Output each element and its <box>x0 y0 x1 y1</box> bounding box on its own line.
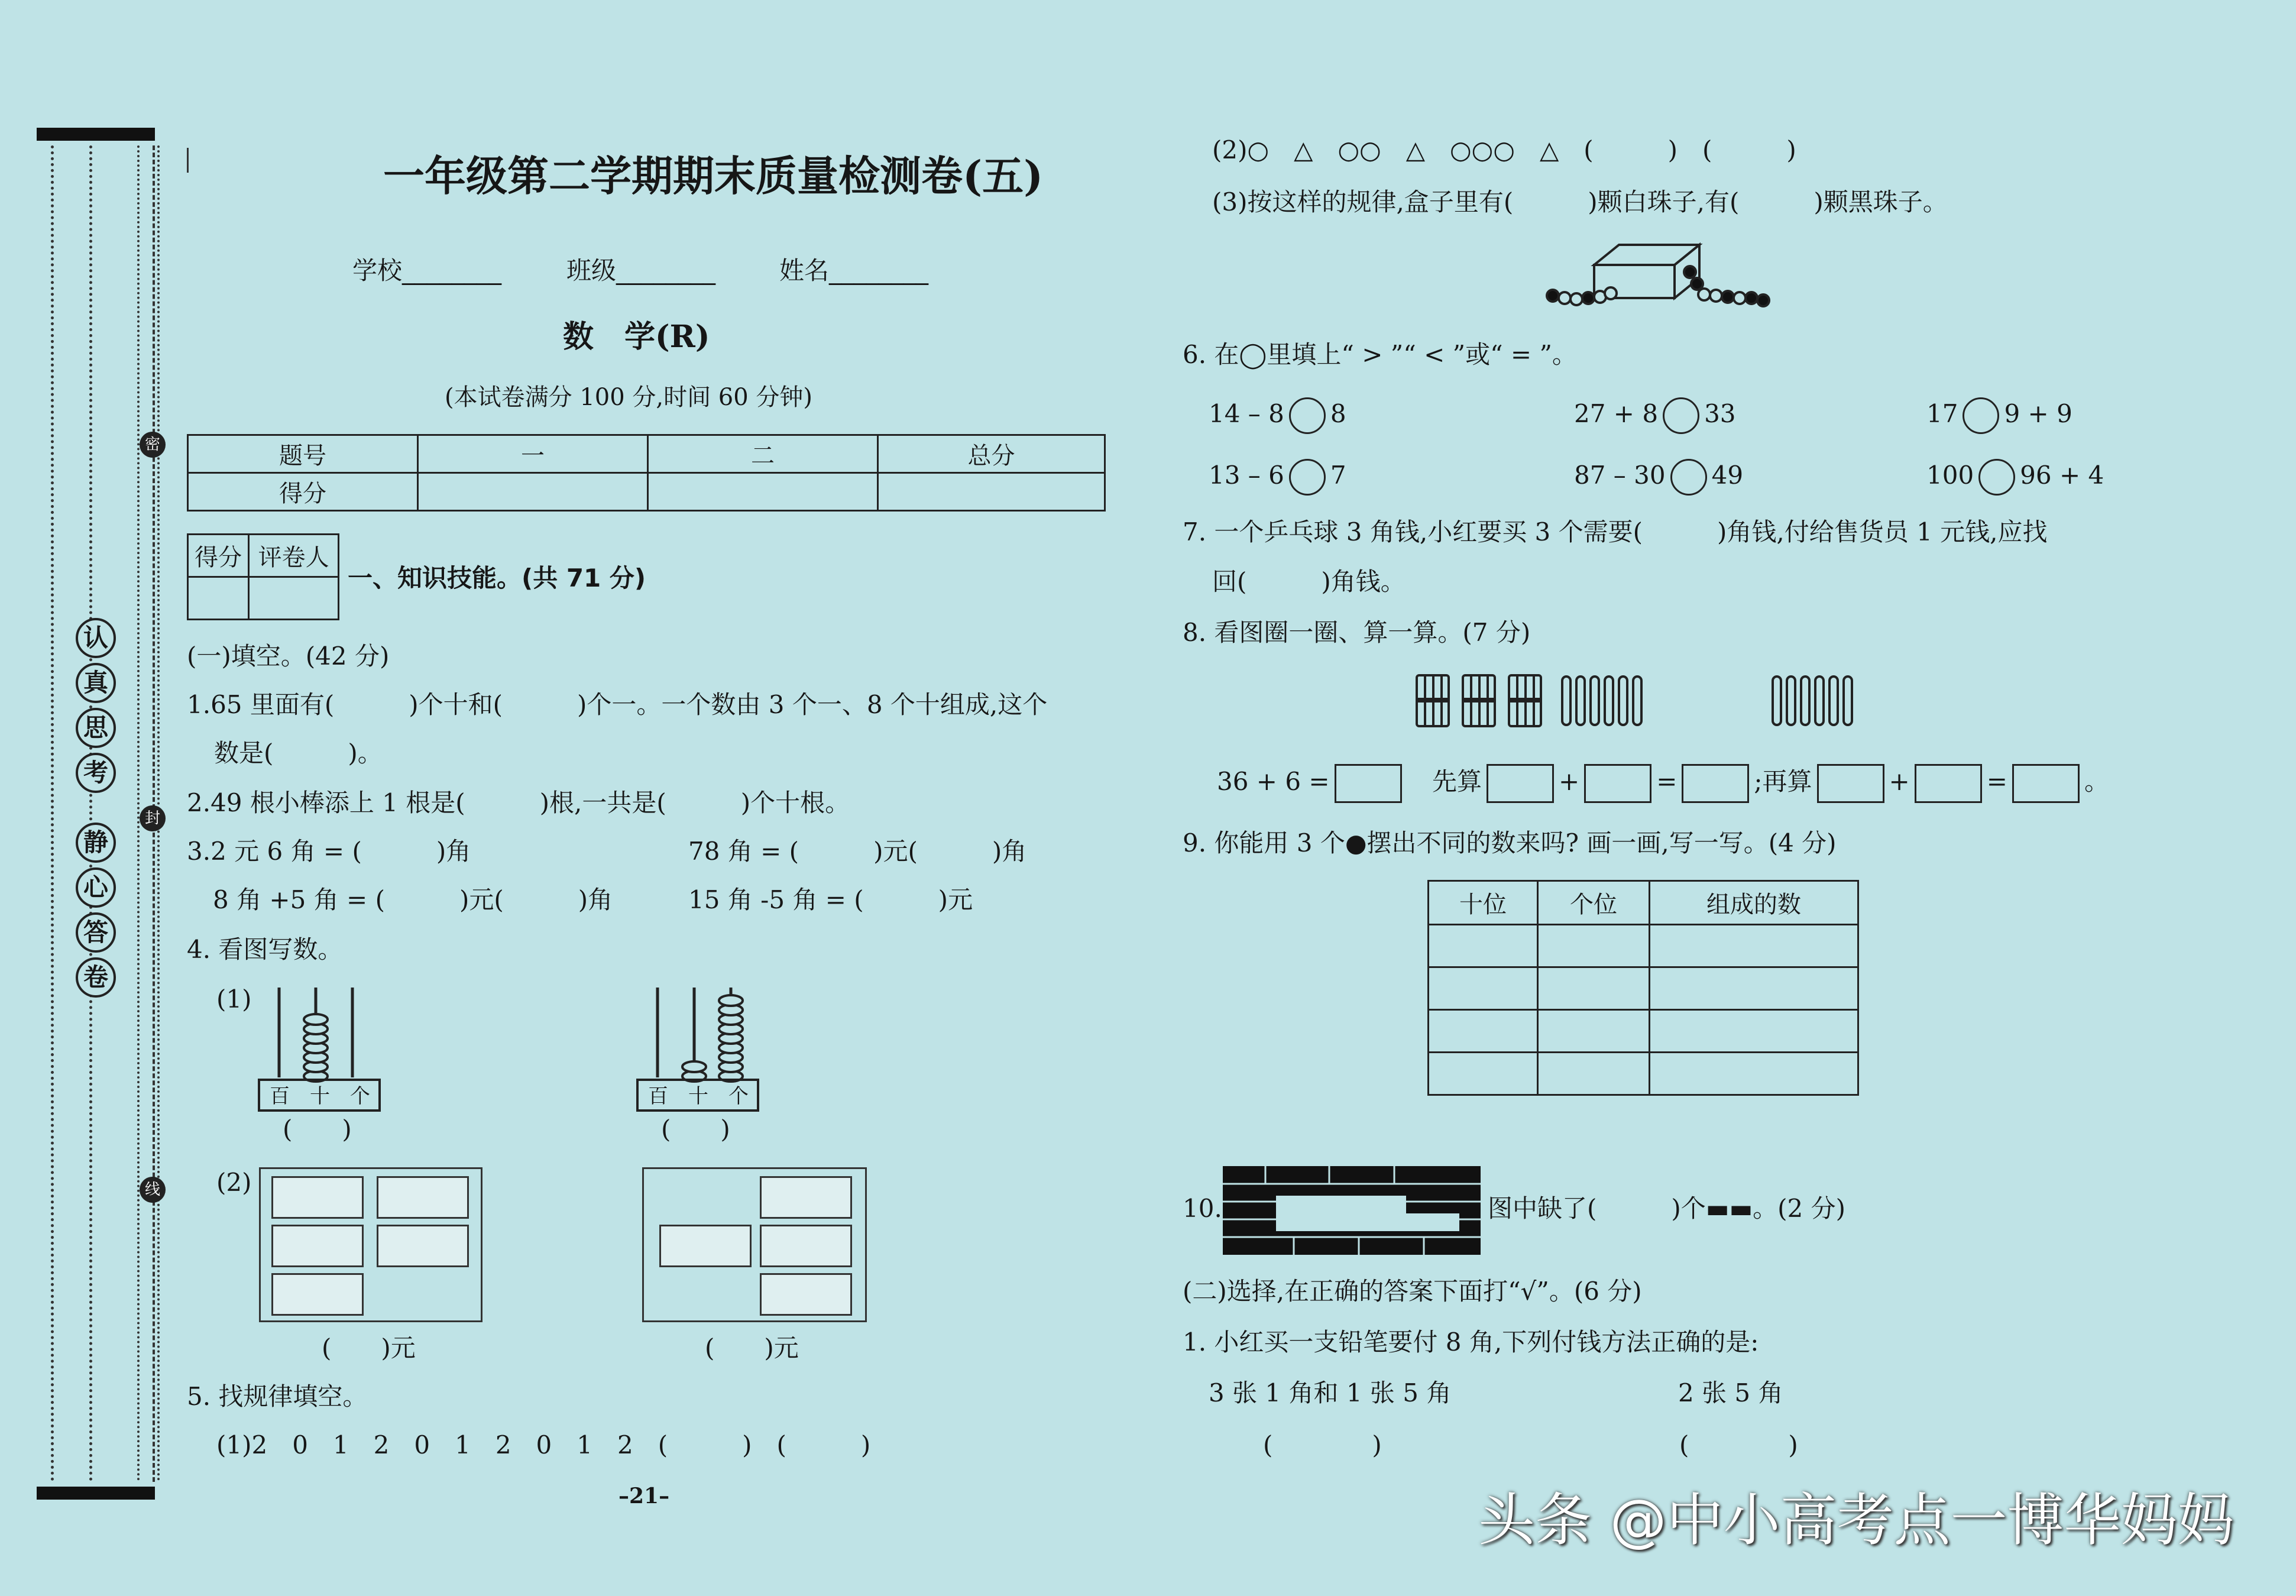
question-3c: 8 角 +5 角 = ( )元( )角 <box>213 885 613 914</box>
question-3b: 78 角 = ( )元( )角 <box>688 837 1027 866</box>
compare-right: 49 <box>1711 461 1744 490</box>
answer-box[interactable] <box>1335 764 1402 803</box>
compare-left: 13 – 6 <box>1209 461 1284 490</box>
score-cell[interactable] <box>418 473 648 511</box>
table-cell[interactable] <box>1538 1010 1650 1053</box>
class-field: 班级________ <box>566 256 716 285</box>
compare-item <box>1574 397 1736 434</box>
calc-then-label: ;再算 <box>1754 767 1812 796</box>
exam-note: (本试卷满分 100 分,时间 60 分钟) <box>445 384 813 411</box>
question-8: 8. 看图圈一圈、算一算。(7 分) <box>1183 618 1531 647</box>
motto-char: 考 <box>76 753 116 793</box>
compare-left: 14 – 8 <box>1209 399 1284 428</box>
motto-char: 认 <box>76 618 116 658</box>
question-4-part1: (1) <box>216 985 252 1014</box>
place-value-table <box>1427 880 1859 1096</box>
compare-right: 8 <box>1330 399 1346 428</box>
question-6: 6. 在◯里填上“ > ”“ < ”或“ = ”。 <box>1183 340 1577 369</box>
seal-mark: 线 <box>140 1177 166 1203</box>
exam-title: 一年级第二学期期末质量检测卷(五) <box>383 151 1044 200</box>
page-left-edge <box>187 148 189 173</box>
question-4-part2: (2) <box>216 1168 252 1197</box>
question-10: 图中缺了( )个▬▬。(2 分) <box>1488 1194 1845 1223</box>
compare-circle[interactable] <box>1963 397 1999 434</box>
answer-box[interactable] <box>1817 764 1884 803</box>
subject-title: 数 学(R) <box>563 319 710 355</box>
abacus-2-answer[interactable]: ( ) <box>661 1115 730 1144</box>
banknotes-1-image <box>259 1167 482 1322</box>
grader-name-cell[interactable] <box>249 577 339 620</box>
equals-sign: = <box>1656 767 1678 796</box>
calc-first-label: 先算 <box>1432 767 1482 796</box>
table-cell[interactable] <box>1429 967 1538 1010</box>
score-table-header: 二 <box>648 435 878 473</box>
compare-circle[interactable] <box>1978 459 2015 496</box>
compare-circle[interactable] <box>1289 397 1326 434</box>
question-8-calc <box>1217 764 2109 803</box>
question-5-2: (2)○ △ ○○ △ ○○○ △ ( ) ( ) <box>1212 135 1796 164</box>
score-table-header: 一 <box>418 435 648 473</box>
compare-circle[interactable] <box>1289 459 1326 496</box>
compare-item <box>1926 397 2072 434</box>
compare-right: 7 <box>1330 461 1346 490</box>
answer-box[interactable] <box>1915 764 1982 803</box>
grader-score-cell[interactable] <box>188 577 249 620</box>
choice-option-b: 2 张 5 角 <box>1678 1378 1783 1407</box>
calc-expression: 36 + 6 = <box>1217 767 1330 796</box>
banknotes-1-answer[interactable]: ( )元 <box>322 1333 416 1362</box>
motto-char: 答 <box>76 912 116 953</box>
answer-box[interactable] <box>2012 764 2080 803</box>
grader-box <box>187 533 339 620</box>
table-header: 十位 <box>1429 881 1538 925</box>
plus-sign: + <box>1889 767 1910 796</box>
banknotes-2-image <box>642 1167 867 1322</box>
question-9: 9. 你能用 3 个●摆出不同的数来吗? 画一画,写一写。(4 分) <box>1183 828 1837 857</box>
question-7a: 7. 一个乒乓球 3 角钱,小红要买 3 个需要( )角钱,付给售货员 1 元钱,应找 <box>1183 517 2048 546</box>
seal-mark: 密 <box>140 432 166 458</box>
table-cell[interactable] <box>1538 1053 1650 1095</box>
motto-char: 真 <box>76 663 116 703</box>
table-cell[interactable] <box>1538 925 1650 967</box>
motto-char: 思 <box>76 708 116 748</box>
name-field: 姓名________ <box>779 256 929 285</box>
question-5: 5. 找规律填空。 <box>187 1382 368 1411</box>
motto-char: 静 <box>76 823 116 863</box>
question-7b: 回( )角钱。 <box>1212 567 1406 596</box>
compare-item <box>1926 459 2104 496</box>
choice-question-1: 1. 小红买一支铅笔要付 8 角,下列付钱方法正确的是: <box>1183 1328 1759 1357</box>
choice-option-a: 3 张 1 角和 1 张 5 角 <box>1209 1378 1452 1407</box>
question-1a: 1.65 里面有( )个十和( )个一。一个数由 3 个一、8 个十组成,这个 <box>187 690 1048 719</box>
equals-sign: = <box>1986 767 2007 796</box>
question-5-1: (1)2 0 1 2 0 1 2 0 1 2 ( ) ( ) <box>216 1430 871 1459</box>
question-3d: 15 角 -5 角 = ( )元 <box>688 885 973 914</box>
choice-b-blank[interactable]: ( ) <box>1679 1430 1798 1459</box>
answer-box[interactable] <box>1682 764 1749 803</box>
brick-wall-image <box>1223 1166 1481 1255</box>
compare-right: 33 <box>1704 399 1736 428</box>
table-cell[interactable] <box>1429 1010 1538 1053</box>
compare-left: 27 + 8 <box>1574 399 1659 428</box>
score-table-header: 总分 <box>878 435 1105 473</box>
margin-bottom-bar <box>37 1487 155 1500</box>
question-5-3: (3)按这样的规律,盒子里有( )颗白珠子,有( )颗黑珠子。 <box>1212 187 1948 216</box>
watermark: 头条 @中小高考点一博华妈妈 <box>1478 1487 2235 1553</box>
page-number: –21– <box>618 1484 670 1508</box>
question-1b: 数是( )。 <box>214 739 383 768</box>
period: 。 <box>2084 767 2109 796</box>
table-cell[interactable] <box>1650 1053 1858 1095</box>
compare-right: 96 + 4 <box>2020 461 2104 490</box>
table-cell[interactable] <box>1429 925 1538 967</box>
table-cell[interactable] <box>1650 967 1858 1010</box>
compare-right: 9 + 9 <box>2004 399 2072 428</box>
score-row-label: 得分 <box>188 473 418 511</box>
question-10-number: 10. <box>1183 1194 1222 1223</box>
seal-mark: 封 <box>140 805 166 831</box>
compare-item <box>1574 459 1743 496</box>
score-cell[interactable] <box>878 473 1105 511</box>
compare-circle[interactable] <box>1670 459 1707 496</box>
abacus-1-answer[interactable]: ( ) <box>283 1115 352 1144</box>
plus-sign: + <box>1558 767 1580 796</box>
margin-motto <box>76 618 119 998</box>
table-cell[interactable] <box>1429 1053 1538 1095</box>
score-cell[interactable] <box>648 473 878 511</box>
table-header: 组成的数 <box>1650 881 1858 925</box>
question-3a: 3.2 元 6 角 = ( )角 <box>187 837 471 866</box>
compare-circle[interactable] <box>1663 397 1699 434</box>
sticks-bundles-image <box>1416 673 1877 730</box>
compare-item <box>1209 459 1346 496</box>
section1-heading: 一、知识技能。(共 71 分) <box>348 564 646 593</box>
table-cell[interactable] <box>1538 967 1650 1010</box>
compare-left: 17 <box>1926 399 1958 428</box>
banknotes-2-answer[interactable]: ( )元 <box>705 1333 799 1362</box>
grader-name-label: 评卷人 <box>249 535 339 577</box>
abacus-1-place-labels: 百 十 个 <box>270 1084 370 1108</box>
answer-box[interactable] <box>1584 764 1651 803</box>
compare-left: 87 – 30 <box>1574 461 1666 490</box>
answer-box[interactable] <box>1487 764 1554 803</box>
question-2: 2.49 根小棒添上 1 根是( )根,一共是( )个十根。 <box>187 788 850 817</box>
choice-a-blank[interactable]: ( ) <box>1263 1430 1382 1459</box>
score-table-header: 题号 <box>188 435 418 473</box>
table-header: 个位 <box>1538 881 1650 925</box>
margin-top-bar <box>37 128 155 141</box>
grader-score-label: 得分 <box>188 535 249 577</box>
question-4: 4. 看图写数。 <box>187 935 343 964</box>
school-field: 学校________ <box>352 256 502 285</box>
beads-box-image <box>1544 239 1770 311</box>
compare-item <box>1209 397 1346 434</box>
compare-left: 100 <box>1926 461 1974 490</box>
subsection1-heading: (一)填空。(42 分) <box>187 642 390 671</box>
motto-char: 心 <box>76 867 116 908</box>
motto-char: 卷 <box>76 957 116 998</box>
subsection2-heading: (二)选择,在正确的答案下面打“√”。(6 分) <box>1183 1277 1642 1306</box>
abacus-2-place-labels: 百 十 个 <box>648 1084 749 1108</box>
table-cell[interactable] <box>1650 1010 1858 1053</box>
table-cell[interactable] <box>1650 925 1858 967</box>
score-table <box>187 434 1106 512</box>
